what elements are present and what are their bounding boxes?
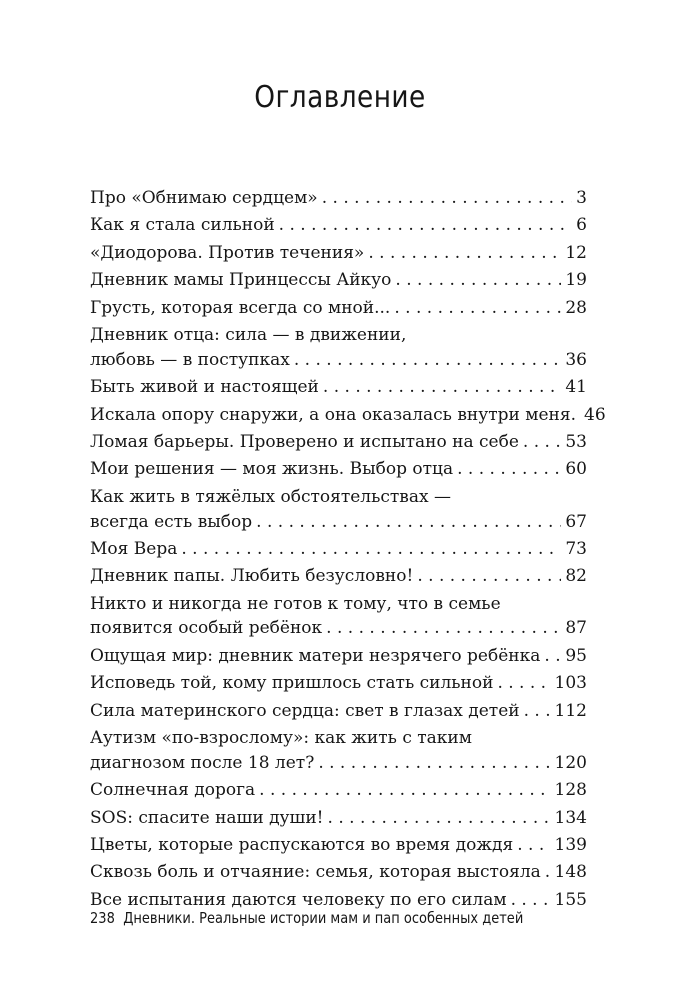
toc-entry-title: появится особый ребёнок: [90, 618, 323, 639]
toc-entry-last-line: [90, 644, 587, 669]
toc-entry: [90, 860, 587, 885]
toc-entry-title: Дневник мамы Принцессы Айкуо: [90, 270, 392, 291]
toc-entry-last-line: [90, 860, 587, 885]
toc-entry-page-number: 155: [554, 889, 587, 910]
dot-leader: [256, 510, 561, 535]
toc-entry-page-number: 3: [576, 188, 587, 208]
page-title: Оглавление: [254, 80, 426, 115]
toc-entry: [90, 268, 587, 293]
toc-entry-page-number: 87: [565, 618, 587, 639]
dot-leader: [318, 751, 550, 776]
dot-leader: [294, 348, 562, 373]
dot-leader: [394, 296, 561, 321]
toc-entry-page-number: 12: [565, 242, 587, 263]
toc-entry-title: Моя Вера: [90, 538, 178, 559]
toc-entry-last-line: [90, 241, 587, 266]
dot-leader: [322, 186, 572, 211]
toc-entry: [90, 403, 606, 428]
toc-entry-page-number: 128: [554, 780, 587, 801]
toc-entry-last-line: [90, 751, 587, 776]
dot-leader: [259, 778, 550, 803]
toc-entry: [90, 241, 587, 266]
toc-entry-page-number: 82: [565, 566, 587, 587]
toc-entry-last-line: [90, 186, 587, 211]
toc-entry-page-number: 19: [565, 270, 587, 291]
toc-entry-page-number: 112: [554, 700, 587, 721]
dot-leader: [524, 699, 551, 724]
toc-entry: [90, 537, 587, 562]
dot-leader: [523, 430, 561, 455]
toc-entry-last-line: [90, 510, 587, 535]
toc-entry-page-number: 36: [565, 349, 587, 370]
toc-entry-page-number: 134: [554, 807, 587, 828]
toc-entry-title-line: Аутизм «по-взрослому»: как жить с таким: [90, 728, 472, 749]
toc-entry: [90, 644, 587, 669]
toc-entry-page-number: 73: [565, 538, 587, 559]
toc-entry-title: Быть живой и настоящей: [90, 377, 319, 398]
dot-leader: [545, 860, 551, 885]
toc-entry: [90, 699, 587, 724]
toc-entry-page-number: 6: [576, 215, 587, 236]
toc-entry: [90, 592, 587, 642]
toc-entry: [90, 457, 587, 482]
toc-entry-last-line: [90, 564, 587, 589]
dot-leader: [279, 213, 573, 238]
toc-entry-title: Цветы, которые распускаются во время дождя: [90, 835, 514, 855]
dot-leader: [181, 537, 561, 562]
toc-entry-last-line: [90, 699, 587, 724]
toc-entry: [90, 726, 587, 776]
toc-entry-title: Все испытания даются человеку по его силам: [90, 889, 507, 910]
toc-entry-last-line: [90, 778, 587, 803]
toc-entry-last-line: [90, 296, 587, 321]
toc-entry-title-line: Дневник отца: сила — в движении,: [90, 324, 407, 345]
toc-entry-title: Мои решения — моя жизнь. Выбор отца: [90, 459, 454, 480]
dot-leader: [517, 833, 550, 858]
toc-entry: [90, 430, 587, 455]
running-title: Дневники. Реальные истории мам и пап особенных детей: [123, 909, 524, 927]
toc-entry-last-line: [90, 806, 587, 831]
toc-entry-last-line: [90, 537, 587, 562]
dot-leader: [544, 644, 561, 669]
toc-entry-title: любовь — в поступках: [90, 349, 290, 370]
toc-entry-title-line: Как жить в тяжёлых обстоятельствах —: [90, 486, 451, 507]
toc-entry: [90, 778, 587, 803]
toc-entry-page-number: 60: [565, 459, 587, 480]
toc-entry-page-number: 28: [565, 297, 587, 318]
toc-entry: [90, 671, 587, 696]
toc-entry-title: Сила материнского сердца: свет в глазах детей: [90, 700, 520, 721]
dot-leader: [417, 564, 561, 589]
toc-entry-title: Как я стала сильной: [90, 215, 275, 236]
toc-entry-page-number: 67: [565, 511, 587, 532]
page-number: 238: [90, 909, 115, 927]
toc-entry-title: Ломая барьеры. Проверено и испытано на себе: [90, 431, 519, 452]
toc-entry-page-number: 41: [565, 377, 587, 398]
toc-entry-title: Искала опору снаружи, а она оказалась внутри меня.: [90, 404, 577, 425]
dot-leader: [395, 268, 561, 293]
toc-entry-title: Дневник папы. Любить безусловно!: [90, 566, 414, 587]
dot-leader: [368, 241, 561, 266]
toc-entry: [90, 375, 587, 400]
toc-entry-page-number: 120: [554, 752, 587, 773]
dot-leader: [497, 671, 550, 696]
toc-entry-last-line: [90, 403, 606, 428]
toc-entry: [90, 806, 587, 831]
toc-entry-last-line: [90, 671, 587, 696]
toc-entry-title: «Диодорова. Против течения»: [90, 242, 365, 263]
toc-entry: [90, 485, 587, 535]
toc-entry-title: SOS: спасите наши души!: [90, 807, 324, 828]
toc-entry-last-line: [90, 268, 587, 293]
toc-entry-last-line: [90, 213, 587, 238]
toc-entry-title-line: Никто и никогда не готов к тому, что в семье: [90, 593, 501, 614]
toc-entry-last-line: [90, 457, 587, 482]
toc-entry-page-number: 95: [565, 645, 587, 666]
toc-entry-page-number: 46: [584, 404, 606, 425]
toc-entry-title: диагнозом после 18 лет?: [90, 752, 315, 773]
toc-entry-title: всегда есть выбор: [90, 511, 253, 532]
toc-entry: [90, 833, 587, 858]
dot-leader: [323, 375, 561, 400]
toc-entry-title: Про «Обнимаю сердцем»: [90, 188, 318, 208]
page-footer: [90, 909, 523, 927]
toc-entry-last-line: [90, 348, 587, 373]
toc-entry: [90, 564, 587, 589]
toc-entry-last-line: [90, 430, 587, 455]
toc-entry-last-line: [90, 616, 587, 641]
table-of-contents: [90, 186, 606, 915]
toc-entry: [90, 296, 587, 321]
toc-entry-title: Ощущая мир: дневник матери незрячего ребёнка: [90, 645, 541, 666]
toc-entry-page-number: 103: [554, 673, 587, 694]
toc-entry-page-number: 148: [554, 862, 587, 883]
toc-entry-title: Сквозь боль и отчаяние: семья, которая выстояла: [90, 862, 541, 883]
toc-entry-last-line: [90, 833, 587, 858]
dot-leader: [326, 616, 561, 641]
toc-entry-page-number: 53: [565, 431, 587, 452]
toc-entry-last-line: [90, 375, 587, 400]
toc-entry: [90, 213, 587, 238]
dot-leader: [328, 806, 551, 831]
toc-entry: [90, 323, 587, 373]
toc-entry-title: Солнечная дорога: [90, 780, 256, 801]
toc-entry-page-number: 139: [554, 835, 587, 855]
toc-entry: [90, 186, 587, 211]
toc-entry-title: Исповедь той, кому пришлось стать сильной: [90, 673, 494, 694]
dot-leader: [457, 457, 561, 482]
toc-entry-title: Грусть, которая всегда со мной...: [90, 297, 391, 318]
